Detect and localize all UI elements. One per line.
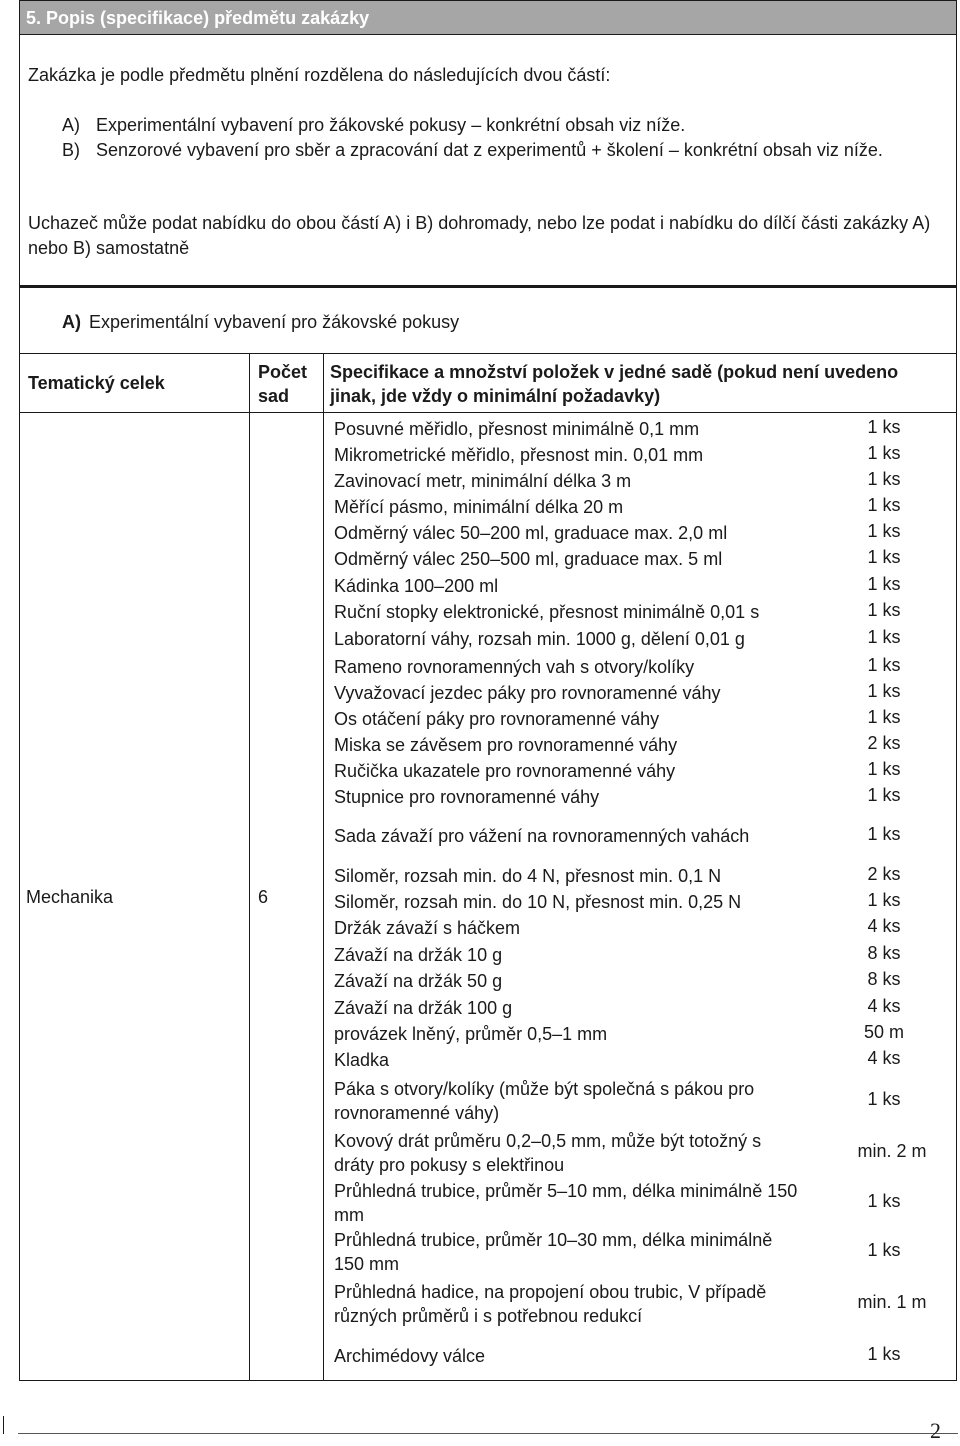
- parts-list: [62, 113, 952, 163]
- subsection-title: Experimentální vybavení pro žákovské pokusy: [89, 312, 460, 332]
- spec-item-qty: 4 ks: [867, 916, 901, 936]
- spec-item-qty: 1 ks: [867, 574, 901, 594]
- spec-item-qty: 4 ks: [867, 996, 901, 1016]
- spec-item-qty: 50 m: [863, 1022, 905, 1042]
- spec-item-name: Průhledná trubice, průměr 5–10 mm, délka minimálně 150 mm: [334, 1181, 798, 1225]
- spec-item-qty: 2 ks: [867, 864, 901, 884]
- header-sets: Počet sad: [258, 362, 308, 406]
- spec-item-name: Měřící pásmo, minimální délka 20 m: [334, 497, 624, 517]
- spec-item-name: Siloměr, rozsah min. do 4 N, přesnost min. 0,1 N: [334, 866, 722, 886]
- subsection-label: A): [62, 312, 81, 332]
- spec-item-qty: 1 ks: [867, 521, 901, 541]
- page-number: 2: [930, 1418, 941, 1443]
- part-item: [62, 138, 952, 163]
- spec-item-name: Kádinka 100–200 ml: [334, 576, 499, 596]
- spec-item-qty: 1 ks: [867, 890, 901, 910]
- header-topic: Tematický celek: [28, 373, 165, 393]
- page-footer-rule: [18, 1433, 958, 1434]
- part-text: Experimentální vybavení pro žákovské pokusy – konkrétní obsah viz níže.: [96, 115, 686, 135]
- spec-item-qty: 1 ks: [867, 600, 901, 620]
- spec-item-qty: 1 ks: [867, 1191, 901, 1211]
- spec-item-name: Odměrný válec 50–200 ml, graduace max. 2,0 ml: [334, 523, 728, 543]
- spec-item-name: Páka s otvory/kolíky (může být společná s pákou pro rovnoramenné váhy): [334, 1079, 755, 1123]
- spec-item-qty: min. 1 m: [857, 1292, 927, 1312]
- page-margin-mark: [3, 1416, 4, 1434]
- spec-item-qty: 1 ks: [867, 681, 901, 701]
- spec-item-name: Kladka: [334, 1050, 390, 1070]
- specification-frame: [19, 0, 957, 1381]
- part-text: Senzorové vybavení pro sběr a zpracování dat z experimentů + školení – konkrétní obsah viz níže.: [96, 140, 883, 160]
- section-header: [20, 1, 956, 35]
- spec-item-name: Zavinovací metr, minimální délka 3 m: [334, 471, 632, 491]
- sets-cell: 6: [258, 887, 269, 907]
- spec-item-name: provázek lněný, průměr 0,5–1 mm: [334, 1024, 608, 1044]
- intro-text: Zakázka je podle předmětu plnění rozdělena do následujících dvou částí:: [28, 65, 611, 85]
- part-label: B): [62, 140, 80, 160]
- spec-item-qty: 1 ks: [867, 824, 901, 844]
- spec-item-qty: 1 ks: [867, 707, 901, 727]
- spec-item-name: Archimédovy válce: [334, 1346, 486, 1366]
- spec-item-name: Rameno rovnoramenných vah s otvory/kolíky: [334, 657, 695, 677]
- spec-item-name: Vyvažovací jezdec páky pro rovnoramenné váhy: [334, 683, 721, 703]
- table-header-rule: [19, 412, 957, 413]
- spec-item-name: Posuvné měřidlo, přesnost minimálně 0,1 mm: [334, 419, 700, 439]
- column-divider: [249, 353, 250, 1381]
- spec-item-qty: 1 ks: [867, 1344, 901, 1364]
- part-item: [62, 113, 952, 138]
- topic-cell: Mechanika: [26, 887, 114, 907]
- spec-item-qty: min. 2 m: [857, 1141, 927, 1161]
- section-title: 5. Popis (specifikace) předmětu zakázky: [26, 8, 370, 28]
- spec-item-qty: 1 ks: [867, 547, 901, 567]
- spec-item-qty: 1 ks: [867, 1240, 901, 1260]
- spec-item-name: Závaží na držák 10 g: [334, 945, 503, 965]
- bid-note: Uchazeč může podat nabídku do obou částí A) i B) dohromady, nebo lze podat i nabídku do dílčí části zakázky A) nebo B) samostatně: [28, 213, 931, 258]
- spec-item-name: Os otáčení páky pro rovnoramenné váhy: [334, 709, 660, 729]
- spec-item-qty: 1 ks: [867, 655, 901, 675]
- header-spec: Specifikace a množství položek v jedné sadě (pokud není uvedeno jinak, jde vždy o minimální požadavky): [330, 362, 899, 406]
- spec-item-qty: 1 ks: [867, 627, 901, 647]
- part-label: A): [62, 115, 80, 135]
- spec-item-qty: 8 ks: [867, 943, 901, 963]
- spec-item-name: Závaží na držák 50 g: [334, 971, 503, 991]
- spec-item-qty: 1 ks: [867, 1089, 901, 1109]
- divider: [19, 285, 957, 288]
- spec-item-qty: 1 ks: [867, 495, 901, 515]
- spec-item-name: Odměrný válec 250–500 ml, graduace max. 5 ml: [334, 549, 723, 569]
- spec-item-name: Ruční stopky elektronické, přesnost minimálně 0,01 s: [334, 602, 760, 622]
- spec-item-name: Stupnice pro rovnoramenné váhy: [334, 787, 600, 807]
- spec-item-name: Závaží na držák 100 g: [334, 998, 513, 1018]
- column-divider: [323, 353, 324, 1381]
- spec-item-name: Průhledná trubice, průměr 10–30 mm, délka minimálně 150 mm: [334, 1230, 773, 1274]
- spec-item-name: Průhledná hadice, na propojení obou trubic, V případě různých průměrů i s potřebnou redukcí: [334, 1282, 767, 1326]
- spec-item-name: Ručička ukazatele pro rovnoramenné váhy: [334, 761, 676, 781]
- table-top-rule: [19, 353, 957, 354]
- spec-item-name: Kovový drát průměru 0,2–0,5 mm, může být totožný s dráty pro pokusy s elektřinou: [334, 1131, 762, 1175]
- spec-item-name: Miska se závěsem pro rovnoramenné váhy: [334, 735, 678, 755]
- spec-item-name: Mikrometrické měřidlo, přesnost min. 0,01 mm: [334, 445, 704, 465]
- spec-item-qty: 1 ks: [867, 417, 901, 437]
- spec-item-qty: 1 ks: [867, 785, 901, 805]
- spec-item-name: Laboratorní váhy, rozsah min. 1000 g, dělení 0,01 g: [334, 629, 745, 649]
- spec-item-name: Siloměr, rozsah min. do 10 N, přesnost min. 0,25 N: [334, 892, 742, 912]
- spec-item-name: Držák závaží s háčkem: [334, 918, 521, 938]
- subsection-heading: [62, 312, 459, 333]
- spec-item-qty: 1 ks: [867, 759, 901, 779]
- spec-item-qty: 4 ks: [867, 1048, 901, 1068]
- spec-item-qty: 1 ks: [867, 469, 901, 489]
- spec-item-qty: 2 ks: [867, 733, 901, 753]
- spec-item-qty: 1 ks: [867, 443, 901, 463]
- spec-item-qty: 8 ks: [867, 969, 901, 989]
- spec-item-name: Sada závaží pro vážení na rovnoramenných vahách: [334, 826, 750, 846]
